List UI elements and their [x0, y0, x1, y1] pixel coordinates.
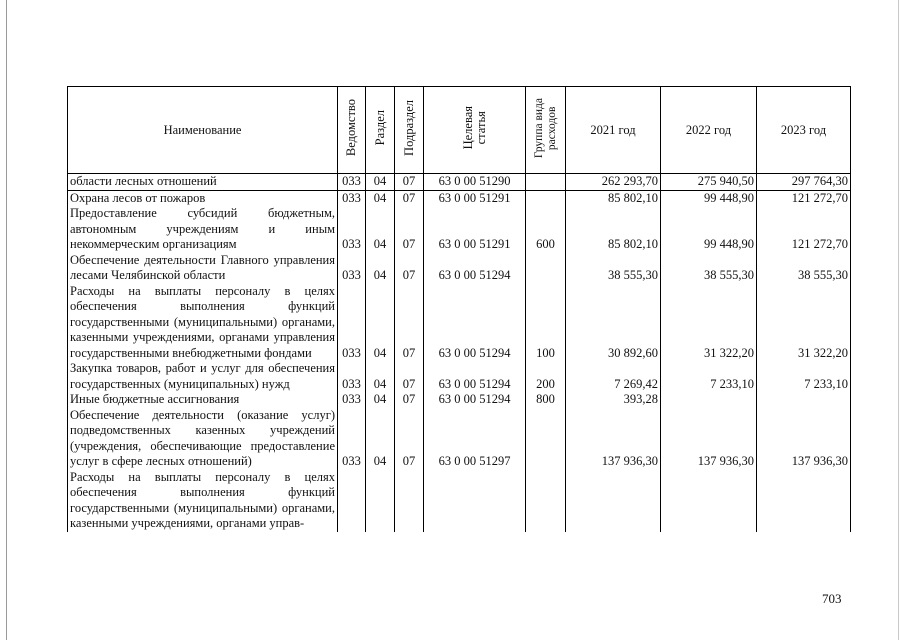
row-2021: 7 269,42 [566, 361, 661, 392]
row-celevaya: 63 0 00 51290 [424, 174, 526, 191]
row-gruppa: 800 [526, 392, 566, 408]
row-razdel: 04 [366, 284, 395, 362]
table-row [68, 174, 851, 191]
scan-edge-left [6, 0, 7, 640]
row-vedomstvo: 033 [338, 190, 366, 206]
row-2021: 38 555,30 [566, 253, 661, 284]
row-2023: 38 555,30 [757, 253, 851, 284]
table-row [68, 206, 851, 253]
row-vedomstvo: 033 [338, 206, 366, 253]
row-razdel: 04 [366, 174, 395, 191]
row-2021: 85 802,10 [566, 206, 661, 253]
row-2023: 7 233,10 [757, 361, 851, 392]
row-2022: 99 448,90 [661, 190, 757, 206]
row-2022 [661, 470, 757, 532]
table-row [68, 253, 851, 284]
row-podrazdel: 07 [395, 253, 424, 284]
row-celevaya: 63 0 00 51291 [424, 206, 526, 253]
row-gruppa [526, 408, 566, 470]
row-2022 [661, 392, 757, 408]
row-razdel [366, 470, 395, 532]
row-2021: 30 892,60 [566, 284, 661, 362]
row-gruppa: 100 [526, 284, 566, 362]
row-name: Расходы на выплаты персоналу в целях обеспечения выполнения функций государственными (муниципальными) органами, казенными учреждениями, органами управ- [68, 470, 338, 532]
row-2023: 121 272,70 [757, 190, 851, 206]
row-razdel: 04 [366, 408, 395, 470]
header-celevaya-statya: Целевая статья [424, 87, 526, 174]
row-2021: 137 936,30 [566, 408, 661, 470]
header-gruppa-vida-rashodov: Группа вида расходов [526, 87, 566, 174]
row-podrazdel: 07 [395, 408, 424, 470]
row-2023 [757, 470, 851, 532]
row-celevaya: 63 0 00 51294 [424, 392, 526, 408]
row-gruppa: 600 [526, 206, 566, 253]
table-row [68, 392, 851, 408]
row-name: Обеспечение деятельности (оказание услуг) подведомственных казенных учреждений (учреждения, обеспечивающие предоставление услуг в сфере лесных отношений) [68, 408, 338, 470]
row-razdel: 04 [366, 190, 395, 206]
row-2021: 393,28 [566, 392, 661, 408]
row-2023: 297 764,30 [757, 174, 851, 191]
row-gruppa [526, 190, 566, 206]
row-podrazdel: 07 [395, 190, 424, 206]
row-gruppa [526, 174, 566, 191]
row-2023: 31 322,20 [757, 284, 851, 362]
header-2023: 2023 год [757, 87, 851, 174]
row-gruppa: 200 [526, 361, 566, 392]
row-vedomstvo: 033 [338, 253, 366, 284]
row-name: Обеспечение деятельности Главного управления лесами Челябинской области [68, 253, 338, 284]
table-body [68, 174, 851, 532]
header-razdel: Раздел [366, 87, 395, 174]
header-name: Наименование [68, 87, 338, 174]
row-2022: 99 448,90 [661, 206, 757, 253]
table-row [68, 361, 851, 392]
row-name: Расходы на выплаты персоналу в целях обеспечения выполнения функций государственными (муниципальными) органами, казенными учреждениями, органами управления государственными внебюджетными фондами [68, 284, 338, 362]
row-celevaya: 63 0 00 51294 [424, 253, 526, 284]
scan-edge-right [898, 0, 899, 640]
table-row [68, 190, 851, 206]
table-row [68, 470, 851, 532]
row-2022: 31 322,20 [661, 284, 757, 362]
row-podrazdel: 07 [395, 284, 424, 362]
row-podrazdel [395, 470, 424, 532]
row-celevaya: 63 0 00 51294 [424, 361, 526, 392]
page-number: 703 [822, 591, 842, 606]
row-celevaya [424, 470, 526, 532]
row-2023 [757, 392, 851, 408]
row-razdel: 04 [366, 392, 395, 408]
row-podrazdel: 07 [395, 361, 424, 392]
table-header [68, 87, 851, 174]
row-2022: 137 936,30 [661, 408, 757, 470]
header-2021: 2021 год [566, 87, 661, 174]
row-celevaya: 63 0 00 51291 [424, 190, 526, 206]
row-vedomstvo: 033 [338, 174, 366, 191]
table-row [68, 408, 851, 470]
row-2022: 38 555,30 [661, 253, 757, 284]
row-name: Иные бюджетные ассигнования [68, 392, 338, 408]
row-name: Предоставление субсидий бюджетным, автономным учреждениям и иным некоммерческим организациям [68, 206, 338, 253]
row-name: области лесных отношений [68, 174, 338, 191]
row-razdel: 04 [366, 361, 395, 392]
header-2022: 2022 год [661, 87, 757, 174]
row-podrazdel: 07 [395, 392, 424, 408]
row-vedomstvo: 033 [338, 392, 366, 408]
row-vedomstvo: 033 [338, 408, 366, 470]
row-name: Закупка товаров, работ и услуг для обеспечения государственных (муниципальных) нужд [68, 361, 338, 392]
row-2023: 137 936,30 [757, 408, 851, 470]
header-vedomstvo: Ведомство [338, 87, 366, 174]
row-vedomstvo: 033 [338, 361, 366, 392]
row-2021: 85 802,10 [566, 190, 661, 206]
row-2022: 7 233,10 [661, 361, 757, 392]
row-gruppa [526, 470, 566, 532]
row-podrazdel: 07 [395, 174, 424, 191]
budget-table [67, 86, 851, 532]
row-gruppa [526, 253, 566, 284]
row-2021 [566, 470, 661, 532]
row-razdel: 04 [366, 253, 395, 284]
table-row [68, 284, 851, 362]
row-razdel: 04 [366, 206, 395, 253]
row-celevaya: 63 0 00 51294 [424, 284, 526, 362]
header-podrazdel: Подраздел [395, 87, 424, 174]
row-2023: 121 272,70 [757, 206, 851, 253]
row-2021: 262 293,70 [566, 174, 661, 191]
row-name: Охрана лесов от пожаров [68, 190, 338, 206]
row-celevaya: 63 0 00 51297 [424, 408, 526, 470]
row-vedomstvo [338, 470, 366, 532]
row-vedomstvo: 033 [338, 284, 366, 362]
row-2022: 275 940,50 [661, 174, 757, 191]
row-podrazdel: 07 [395, 206, 424, 253]
